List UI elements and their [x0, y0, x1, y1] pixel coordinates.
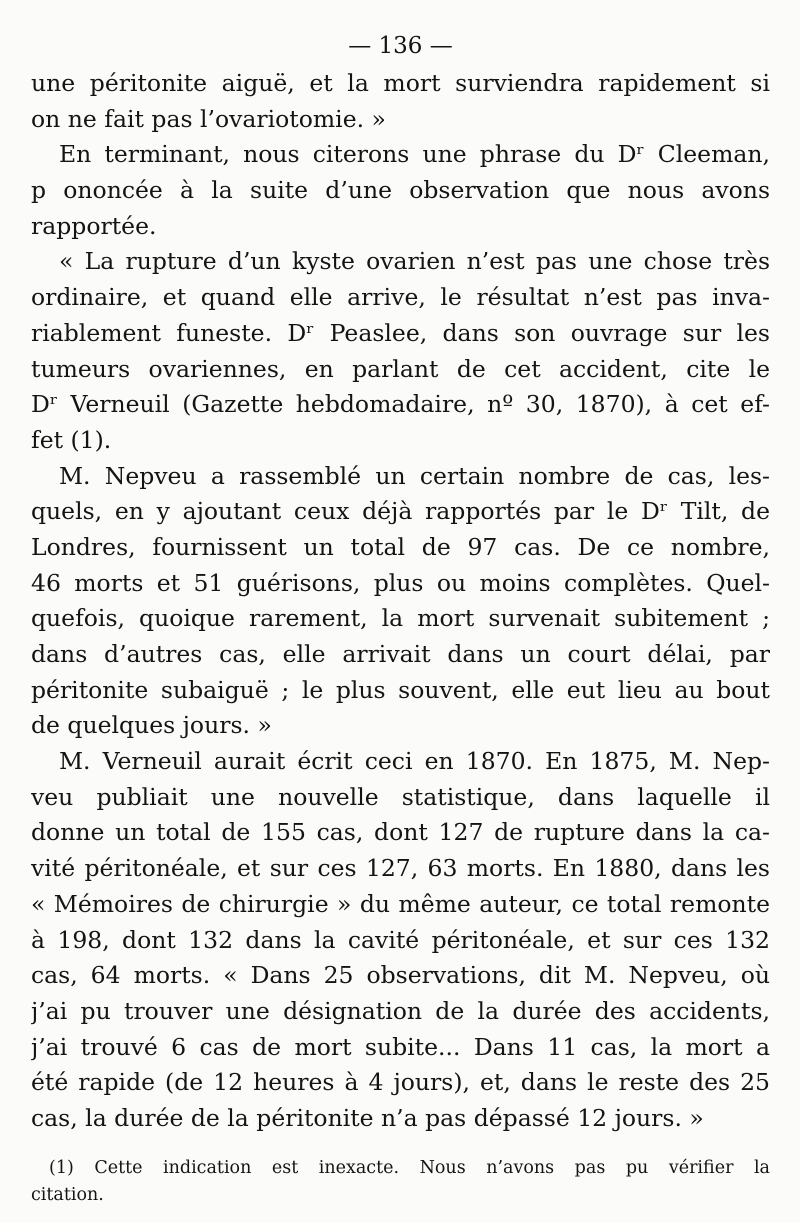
- text-line: « Mémoires de chirurgie » du même auteur, ce total remonte: [31, 889, 770, 918]
- text-line: cas, la durée de la péritonite n’a pas dépassé 12 jours. »: [31, 1103, 704, 1132]
- text-line: j’ai pu trouver une désignation de la durée des accidents,: [31, 996, 770, 1025]
- text-line: Londres, fournissent un total de 97 cas. De ce nombre,: [31, 532, 770, 561]
- footnote-line: (1) Cette indication est inexacte. Nous n’avons pas pu vérifier la: [49, 1157, 770, 1178]
- text-line: tumeurs ovariennes, en parlant de cet accident, cite le: [31, 354, 770, 383]
- text-line: M. Nepveu a rassemblé un certain nombre de cas, les-: [59, 461, 770, 490]
- text-line: 46 morts et 51 guérisons, plus ou moins complètes. Quel-: [31, 568, 770, 597]
- text-line: de quelques jours. »: [31, 711, 272, 740]
- page-number: — 136 —: [348, 33, 453, 59]
- text-line: une péritonite aiguë, et la mort surviendra rapidement si: [31, 69, 770, 97]
- text-line: vité péritonéale, et sur ces 127, 63 morts. En 1880, dans les: [31, 854, 770, 883]
- text-line: cas, 64 morts. « Dans 25 observations, dit M. Nepveu, où: [31, 961, 770, 990]
- footnote-line: citation.: [31, 1184, 104, 1205]
- text-line: M. Verneuil aurait écrit ceci en 1870. En 1875, M. Nep-: [59, 747, 770, 776]
- text-line: p ononcée à la suite d’une observation que nous avons: [31, 176, 770, 205]
- body-text: [31, 66, 770, 1137]
- text-line: été rapide (de 12 heures à 4 jours), et, dans le reste des 25: [31, 1068, 770, 1097]
- text-line: riablement funeste. Dʳ Peaslee, dans son ouvrage sur les: [31, 318, 770, 347]
- text-line: « La rupture d’un kyste ovarien n’est pas une chose très: [59, 247, 770, 276]
- text-line: Dʳ Verneuil (Gazette hebdomadaire, nº 30, 1870), à cet ef-: [31, 390, 770, 419]
- text-line: donne un total de 155 cas, dont 127 de rupture dans la ca-: [31, 818, 770, 847]
- text-line: fet (1).: [31, 425, 112, 454]
- text-line: En terminant, nous citerons une phrase du Dʳ Cleeman,: [59, 140, 770, 169]
- text-line: péritonite subaiguë ; le plus souvent, elle eut lieu au bout: [31, 675, 770, 704]
- text-line: veu publiait une nouvelle statistique, dans laquelle il: [31, 782, 770, 811]
- text-line: quefois, quoique rarement, la mort survenait subitement ;: [31, 604, 770, 633]
- text-line: ordinaire, et quand elle arrive, le résultat n’est pas inva-: [31, 283, 770, 312]
- text-line: on ne fait pas l’ovariotomie. »: [31, 104, 386, 133]
- text-line: rapportée.: [31, 211, 157, 240]
- text-line: dans d’autres cas, elle arrivait dans un court délai, par: [31, 640, 770, 668]
- text-line: à 198, dont 132 dans la cavité péritonéale, et sur ces 132: [31, 925, 770, 954]
- footnote: [31, 1155, 770, 1209]
- text-line: j’ai trouvé 6 cas de mort subite... Dans 11 cas, la mort a: [31, 1032, 770, 1061]
- text-line: quels, en y ajoutant ceux déjà rapportés par le Dʳ Tilt, de: [31, 497, 770, 526]
